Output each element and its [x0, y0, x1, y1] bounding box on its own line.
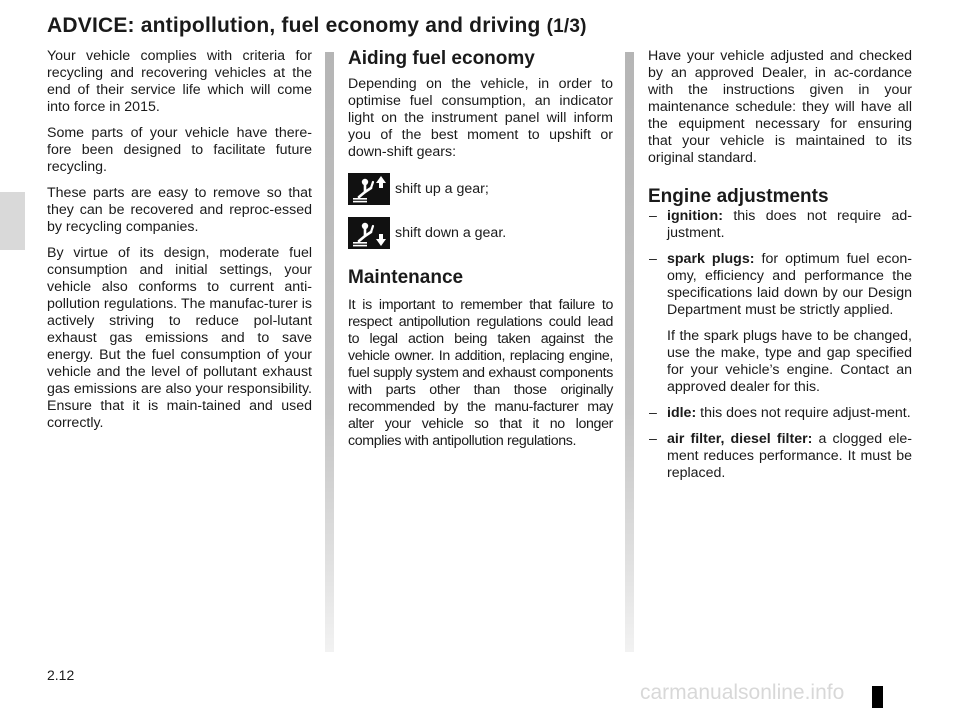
watermark-text: carmanualsonline.info [640, 681, 845, 704]
engine-adjustments-list [648, 208, 912, 482]
item-term: air filter, diesel filter: [667, 431, 813, 447]
recycling-paragraph: Some parts of your vehicle have there-fore been designed to facilitate future recycling. [47, 125, 312, 175]
shift-up-label: shift up a gear; [395, 180, 489, 197]
column-divider-left [325, 52, 334, 652]
page-title-text: ADVICE: antipollution, fuel economy and driving [47, 14, 541, 37]
maintenance-text: It is important to remember that failure to respect antipollution regulations could lead to legal action being taken against the vehicle owner. In addition, replacing engine, fuel supply system and exhaust components with parts other than those originally recommended by the manu-facturer may alter your vehicle so that it no longer complies with antipollution regulations. [348, 297, 613, 449]
list-item [648, 405, 912, 422]
list-item [648, 431, 912, 482]
shift-down-label: shift down a gear. [395, 224, 507, 241]
column-divider-right [625, 52, 634, 652]
column-adjustments [648, 48, 912, 491]
recycling-paragraph: Your vehicle complies with criteria for recycling and recovering vehicles at the end of their service life which will come into force in 2015. [47, 48, 312, 115]
column-recycling [47, 48, 312, 441]
antipollution-paragraph: By virtue of its design, moderate fuel consumption and initial settings, your vehicle also conforms to current anti-pollution regulations. The manufac-turer is actively striving to reduce pol-lutant exhaust gas emissions and to save energy. But the fuel consumption of your vehicle and the level of pollutant exhaust gas emissions are also your responsibility. Ensure that it is main-tained and used correctly. [47, 245, 312, 431]
page-number: 2.12 [47, 667, 75, 683]
item-term: idle: [667, 405, 697, 421]
maintenance-heading: Maintenance [348, 267, 464, 288]
shift-down-row [348, 217, 613, 249]
item-text: this does not require adjust-ment. [700, 405, 911, 421]
item-text: this does not require ad-justment. [667, 208, 912, 241]
shift-up-row [348, 173, 613, 205]
page-title [47, 14, 587, 38]
chapter-tab [0, 192, 25, 250]
list-item [648, 208, 912, 242]
page-title-part-indicator: (1/3) [546, 16, 587, 37]
page-corner-marker [872, 686, 883, 708]
shift-down-indicator-icon [348, 217, 390, 249]
shift-up-indicator-icon [348, 173, 390, 205]
item-text: a clogged ele-ment reduces performance. It must be replaced. [667, 431, 912, 481]
dealer-intro: Have your vehicle adjusted and checked by an approved Dealer, in ac-cordance with the instructions given in your maintenance schedule: they will have all the equipment necessary for ensuring that your vehicle is maintained to its original standard. [648, 48, 912, 166]
column-fuel-economy [348, 48, 613, 459]
fuel-economy-intro: Depending on the vehicle, in order to optimise fuel consumption, an indicator light on the instrument panel will inform you of the best moment to upshift or down-shift gears: [348, 76, 613, 160]
engine-adjustments-heading: Engine adjustments [648, 186, 829, 207]
item-extra-text: If the spark plugs have to be changed, use the make, type and gap specified for your vehicle’s engine. Contact an approved dealer for this. [667, 328, 912, 395]
list-item [648, 251, 912, 396]
item-term: spark plugs: [667, 251, 755, 267]
fuel-economy-heading: Aiding fuel economy [348, 48, 535, 69]
item-term: ignition: [667, 208, 723, 224]
item-text: for optimum fuel econ-omy, efficiency and performance the specifications laid down by our Design Department must be strictly applied. [667, 251, 912, 318]
recycling-paragraph: These parts are easy to remove so that they can be recovered and reproc-essed by recycling companies. [47, 185, 312, 235]
